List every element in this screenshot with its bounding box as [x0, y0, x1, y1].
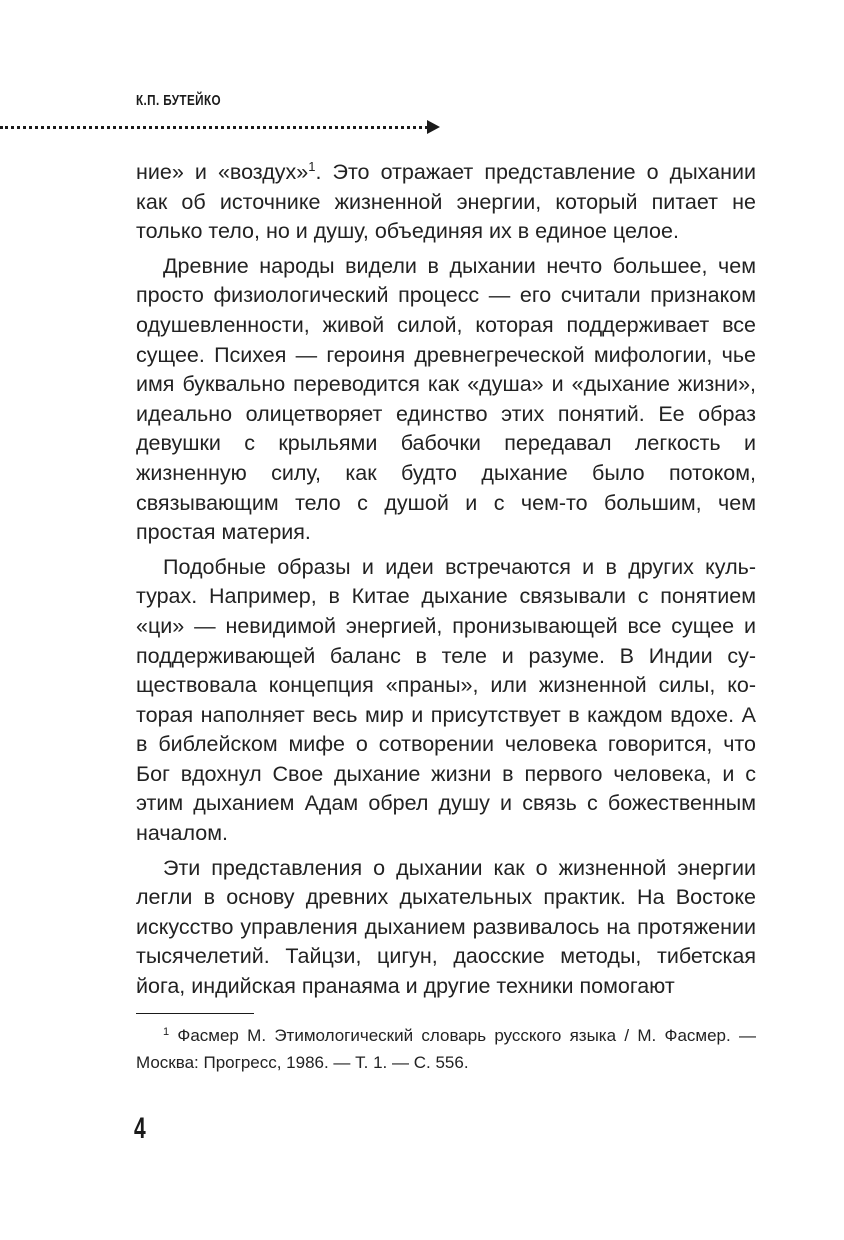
- paragraph-2: Древние народы видели в дыхании нечто большее, чем просто физиологический процесс — его считали признаком одушевленности, живой силой, которая поддерживает все сущее. Психея — героиня древнегреческой мифологии, чье имя буквально переводится как «душа» и «дыхание жизни», идеально олицетворяет единство этих понятий. Ее образ девушки с крыльями бабочки передавал легкость и жизненную силу, как будто дыхание было потоком, связывающим тело с душой и с чем-то большим, чем простая материя.: [136, 253, 756, 545]
- footnote-text: Фасмер М. Этимологический словарь русского языка / М. Фасмер. — Москва: Прогресс, 1986. — Т. 1. — С. 556.: [136, 1026, 756, 1072]
- running-head: К.П. БУТЕЙКО: [136, 92, 221, 109]
- paragraph-1-rest: . Это отражает представление о дыхании как об источнике жизненной энергии, который питает не только тело, но и душу, объединяя их в единое целое.: [136, 160, 757, 244]
- dotted-arrow-rule: [0, 120, 440, 134]
- paragraph-1-start: ние» и «воздух»: [136, 160, 309, 184]
- paragraph-1: [136, 158, 756, 247]
- paragraph-4: Эти представления о дыхании как о жизненной энергии легли в основу древних дыхательных практик. На Востоке искусство управления дыханием развивалось на протяжении тысячелетий. Тайцзи, цигун, даосские методы, тибетская йога, индийская пранаяма и другие техники помогают: [136, 855, 756, 999]
- footnote-reference[interactable]: 1: [308, 159, 316, 174]
- footnote: [136, 1022, 756, 1076]
- dotted-line: [0, 126, 428, 129]
- body-text: [136, 158, 756, 1007]
- paragraph-3: Подобные образы и идеи встречаются и в других культурах. Например, в Китае дыхание связывали с понятием «ци» — невидимой энергией, пронизывающей все сущее и поддерживающей баланс в теле и разуме. В Индии существовала концепция «праны», или жизненной силы, которая наполняет весь мир и присутствует в каждом вдохе. А в библейском мифе о сотворении человека говорится, что Бог вдохнул Свое дыхание жизни в первого человека, и с этим дыханием Адам обрел душу и связь с божественным началом.: [136, 554, 756, 846]
- footnote-marker: 1: [163, 1026, 170, 1038]
- page-number: 4: [134, 1112, 146, 1145]
- arrow-right-icon: [427, 120, 440, 134]
- footnote-divider: [136, 1013, 254, 1014]
- footnote-line: [136, 1022, 756, 1076]
